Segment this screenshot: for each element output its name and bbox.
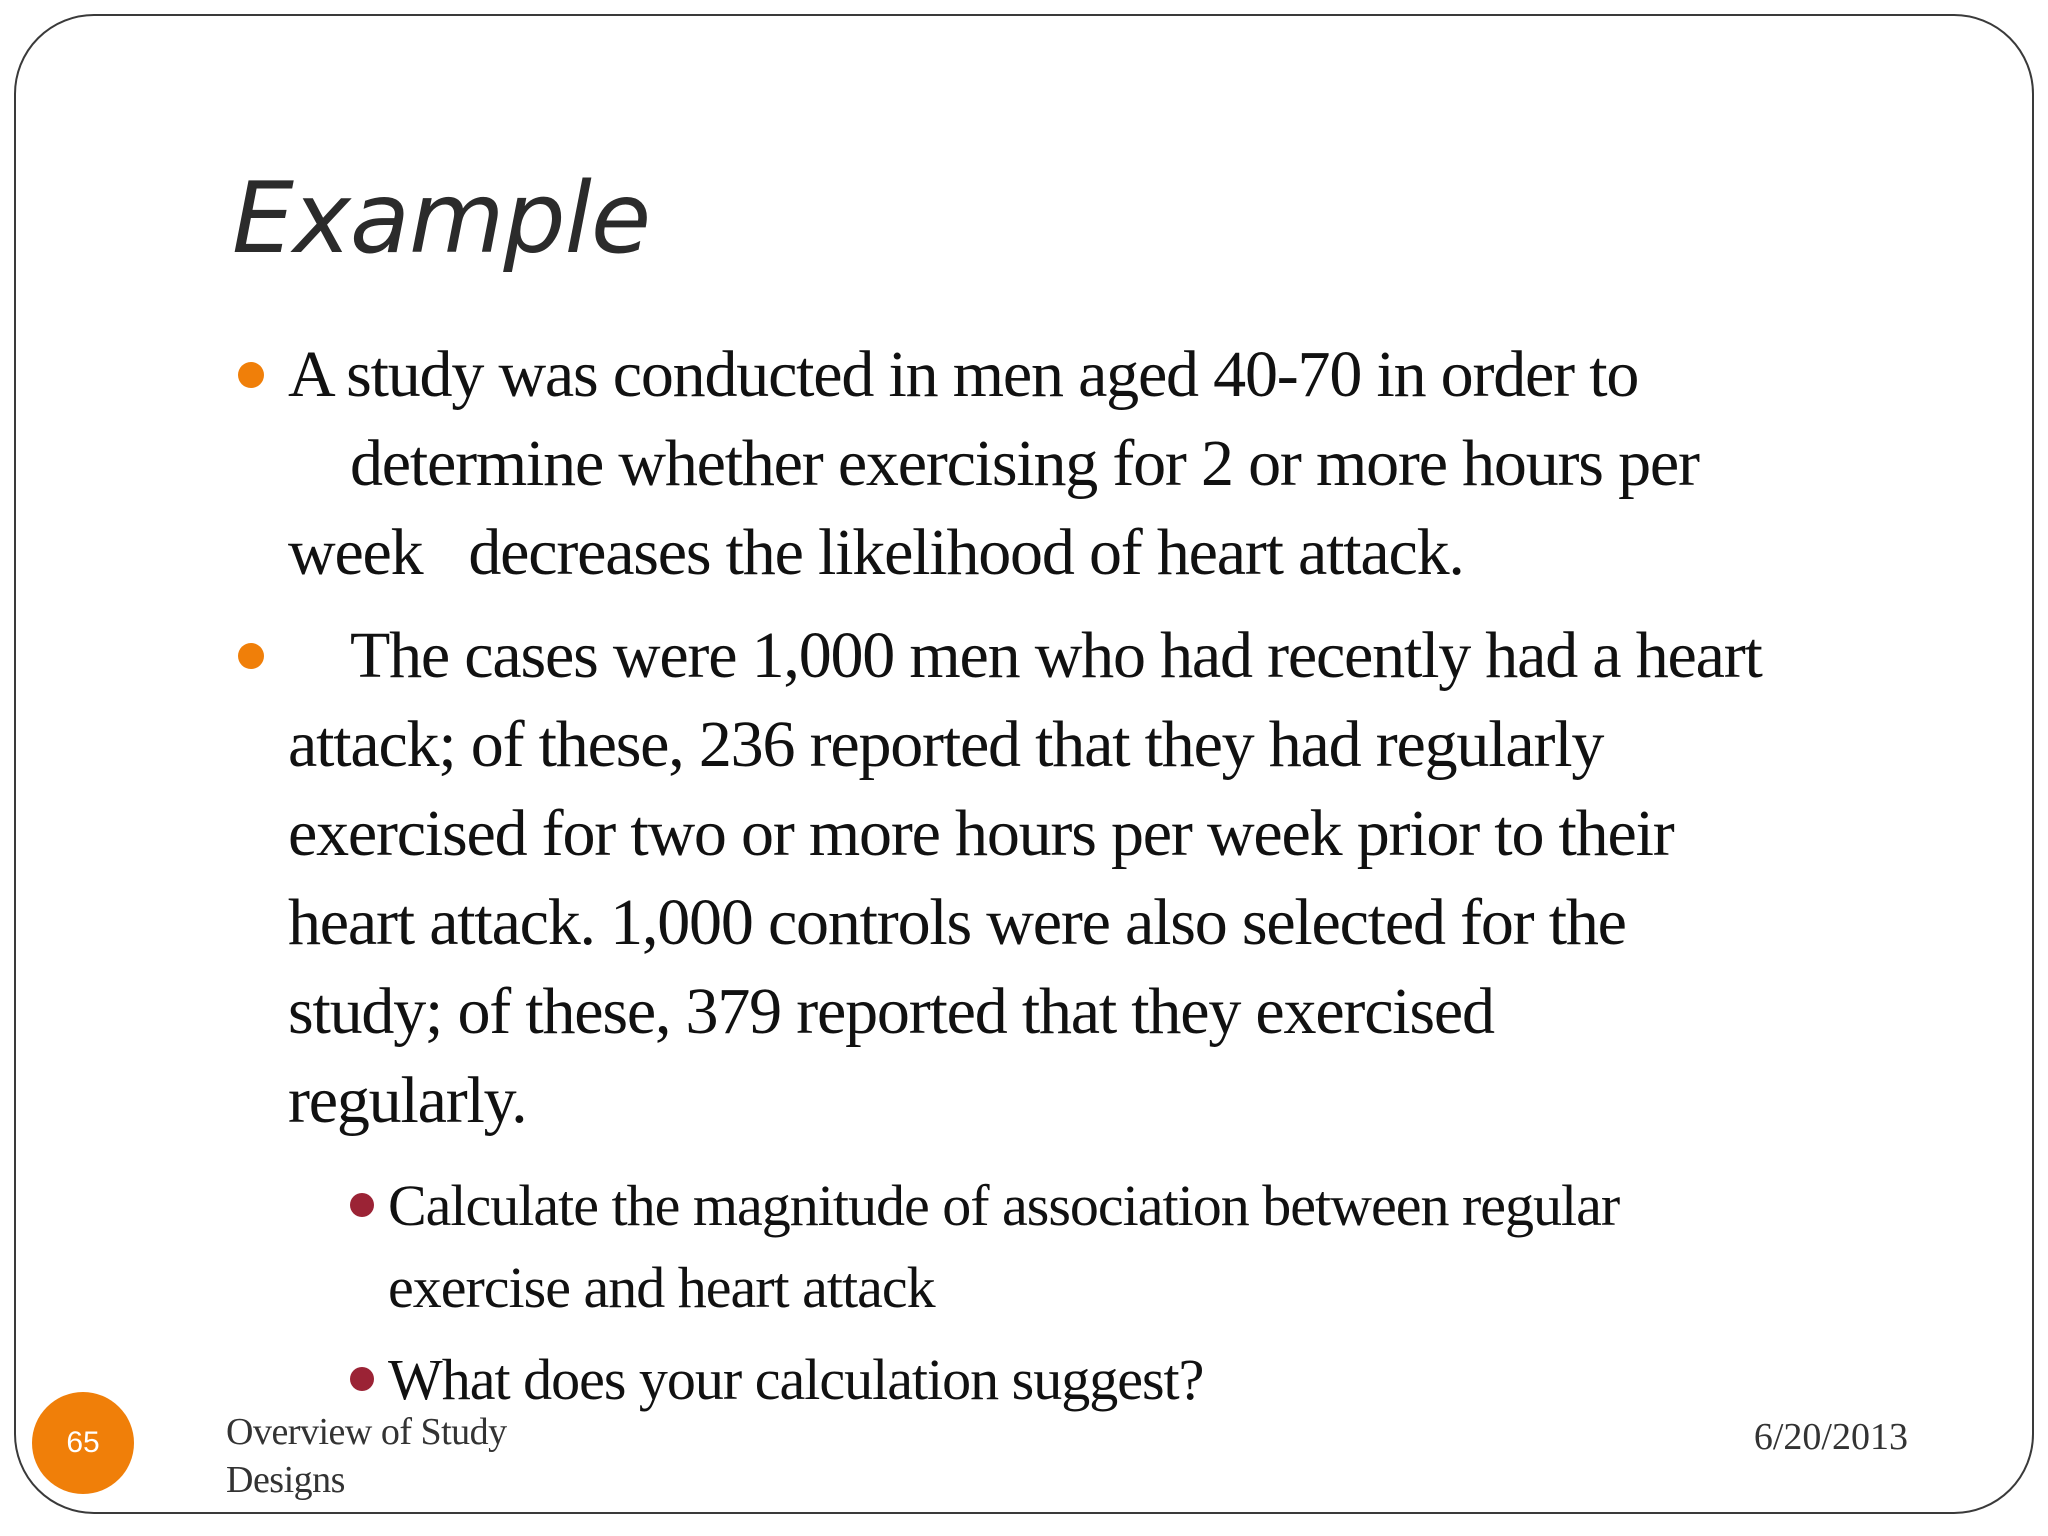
sub-bullet-item xyxy=(350,1339,1932,1421)
bullet-item xyxy=(232,611,1932,1145)
bullet-line: study; of these, 379 reported that they exercised xyxy=(288,975,1494,1048)
footer-title-line: Designs xyxy=(226,1459,345,1501)
orange-bullet-icon xyxy=(238,362,264,388)
bullet-line: regularly. xyxy=(288,1064,527,1137)
bullet-line: attack; of these, 236 reported that they had regularly xyxy=(288,708,1604,781)
bullet-line: week decreases the likelihood of heart attack. xyxy=(288,516,1464,589)
bullet-line: A study was conducted in men aged 40-70 in order to xyxy=(288,338,1639,411)
orange-bullet-icon xyxy=(238,643,264,669)
footer-date: 6/20/2013 xyxy=(1753,1416,1908,1458)
sub-bullet-line: exercise and heart attack xyxy=(388,1255,935,1320)
bullet-line: determine whether exercising for 2 or more hours per xyxy=(350,427,1699,500)
sub-bullet-item xyxy=(350,1165,1932,1329)
footer-title xyxy=(226,1408,507,1504)
red-bullet-icon xyxy=(350,1193,374,1217)
bullet-line: heart attack. 1,000 controls were also selected for the xyxy=(288,886,1626,959)
bullet-item xyxy=(232,330,1932,597)
bullet-line: The cases were 1,000 men who had recently had a heart xyxy=(350,619,1762,692)
slide-body xyxy=(232,330,1932,1421)
slide-title: Example xyxy=(232,162,651,276)
red-bullet-icon xyxy=(350,1367,374,1391)
sub-bullet-line: What does your calculation suggest? xyxy=(388,1347,1204,1412)
page-number-badge: 65 xyxy=(32,1392,134,1494)
sub-bullet-line: Calculate the magnitude of association between regular xyxy=(388,1173,1620,1238)
footer-title-line: Overview of Study xyxy=(226,1411,507,1453)
bullet-line: exercised for two or more hours per week prior to their xyxy=(288,797,1674,870)
